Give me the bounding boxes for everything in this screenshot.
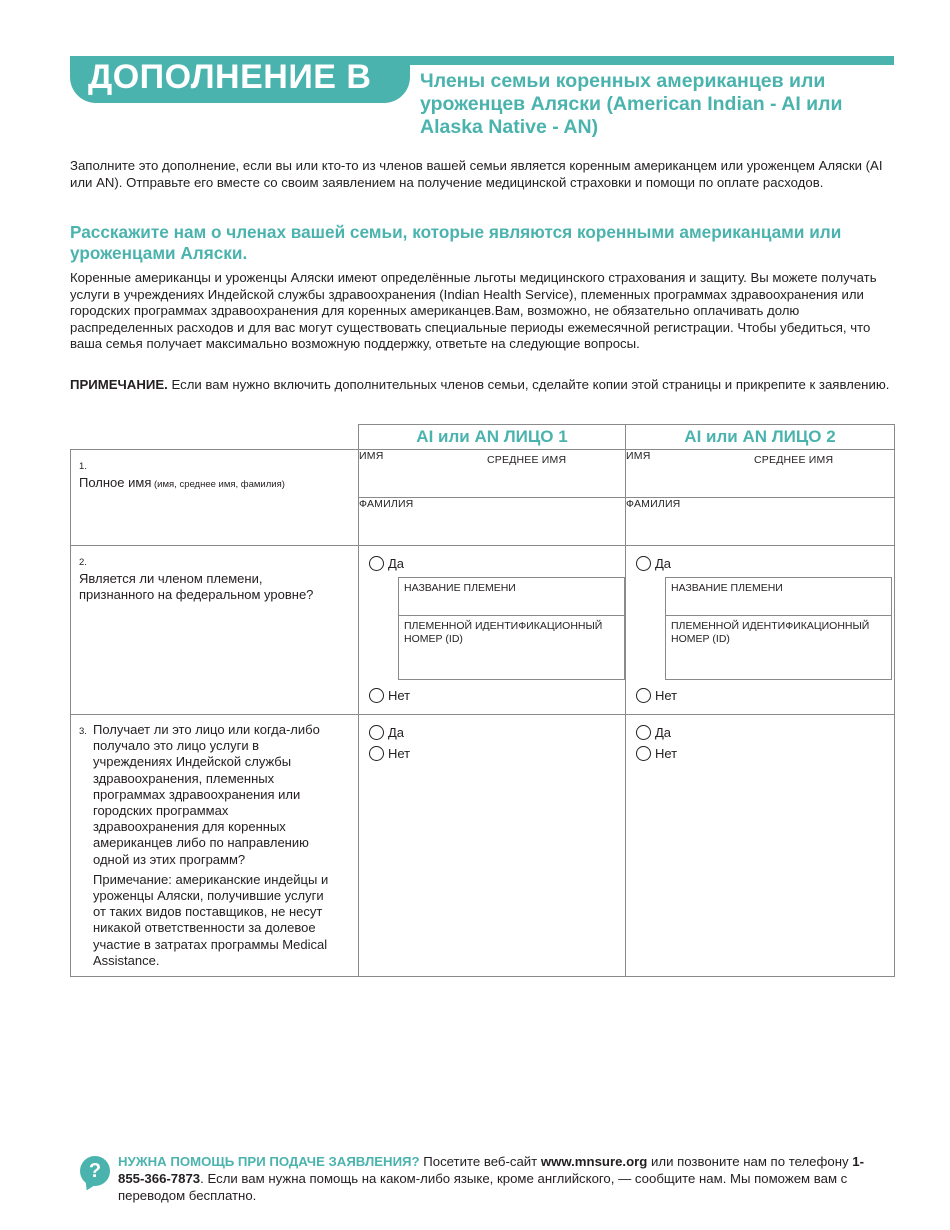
p1-ihs-services-answer (359, 715, 626, 977)
ai-an-form-table (70, 424, 895, 977)
no-label: Нет (655, 745, 678, 761)
body-text: Коренные американцы и уроженцы Аляски имеют определённые льготы медицинского страхования и защиту. Вы можете получать услуги в учреждениях Индейской службы здравоохранения (Indian Health Service), племенных программах здравоохранения или городских программах здравоохранения для коренных американцев.Вам, возможно, не обязательно оплачивать долю распределенных расходов и для вас могут существовать специальные периоды ежемесячной регистрации. Чтобы убедиться, что ваша семья получает максимально возможную поддержку, ответьте на следующие вопросы. (70, 270, 877, 351)
p1-tribe-details (398, 577, 625, 680)
p1-tribe-no-option[interactable] (369, 685, 625, 705)
p1-tribe-member-answer (359, 546, 626, 715)
radio-circle-icon[interactable] (369, 746, 384, 761)
help-text-2: или позвоните нам по телефону (647, 1154, 853, 1169)
p1-first-middle-name-field[interactable] (359, 450, 626, 498)
p2-tribe-member-answer (626, 546, 895, 715)
no-label: Нет (655, 687, 678, 703)
question-note: Примечание: американские индейцы и уроженцы Аляски, получившие услуги от таких видов поставщиков, не несут никакой ответственности за долевое участие в затратах программы Medical Assistance. (93, 871, 329, 968)
no-label: Нет (388, 687, 411, 703)
p1-tribe-yes-option[interactable] (369, 553, 625, 573)
yes-label: Да (388, 555, 405, 571)
p2-tribe-no-option[interactable] (636, 685, 894, 705)
radio-circle-icon[interactable] (636, 556, 651, 571)
page-title: ДОПОЛНЕНИЕ B (88, 58, 372, 96)
website-link[interactable]: www.mnsure.org (540, 1154, 648, 1169)
radio-circle-icon[interactable] (369, 556, 384, 571)
p1-ihs-yes-option[interactable] (369, 722, 625, 742)
help-heading: НУЖНА ПОМОЩЬ ПРИ ПОДАЧЕ ЗАЯВЛЕНИЯ? (118, 1154, 420, 1169)
yes-label: Да (655, 555, 672, 571)
p2-last-name-field[interactable] (626, 498, 895, 546)
yes-label: Да (655, 724, 672, 740)
p2-ihs-services-answer (626, 715, 895, 977)
radio-circle-icon[interactable] (636, 746, 651, 761)
question-1 (71, 450, 359, 546)
column-header-person-2: AI или AN ЛИЦО 2 (626, 425, 895, 450)
intro-text: Заполните это дополнение, если вы или кто-то из членов вашей семьи является коренным американцем или уроженцем Аляски (AI или AN). Отправьте его вместе со своим заявлением на получение медицинской страховки и помощи по оплате расходов. (70, 158, 883, 190)
help-text-1: Посетите веб-сайт (419, 1154, 541, 1169)
question-text: Является ли членом племени, признанного на федеральном уровне? (79, 571, 314, 603)
p2-tribe-details (665, 577, 892, 680)
middle-name-label: СРЕДНЕЕ ИМЯ (487, 454, 567, 466)
question-icon: ? (80, 1156, 110, 1186)
p2-ihs-no-option[interactable] (636, 743, 894, 763)
radio-circle-icon[interactable] (369, 725, 384, 740)
no-label: Нет (388, 745, 411, 761)
question-3 (71, 715, 359, 977)
yes-label: Да (388, 724, 405, 740)
question-hint: (имя, среднее имя, фамилия) (151, 479, 285, 491)
radio-circle-icon[interactable] (636, 688, 651, 703)
note-body: Если вам нужно включить дополнительных членов семьи, сделайте копии этой страницы и прикрепите к заявлению. (167, 377, 890, 392)
help-text-3: . Если вам нужна помощь на каком-либо языке, кроме английского, — сообщите нам. Мы поможем вам с переводом бесплатно. (118, 1171, 848, 1203)
p1-last-name-field[interactable] (359, 498, 626, 546)
column-header-person-1: AI или AN ЛИЦО 1 (359, 425, 626, 450)
p1-tribe-id-field[interactable]: ПЛЕМЕННОЙ ИДЕНТИФИКАЦИОННЫЙ НОМЕР (ID) (404, 620, 603, 645)
first-name-label: ИМЯ (359, 450, 384, 462)
phone-number[interactable]: 1-855-366-7873 (118, 1154, 864, 1186)
question-text: Получает ли это лицо или когда-либо получало это лицо услуги в учреждениях Индейской службы здравоохранения, племенных программах здравоохранения или городских программах здравоохранения для коренных американцев либо по направлению одной из этих программ? (93, 722, 320, 867)
p2-ihs-yes-option[interactable] (636, 722, 894, 742)
p2-tribe-id-field[interactable]: ПЛЕМЕННОЙ ИДЕНТИФИКАЦИОННЫЙ НОМЕР (ID) (671, 620, 870, 645)
middle-name-label: СРЕДНЕЕ ИМЯ (754, 454, 834, 466)
p2-tribe-yes-option[interactable] (636, 553, 894, 573)
p2-tribe-name-field[interactable]: НАЗВАНИЕ ПЛЕМЕНИ (666, 578, 891, 616)
p1-ihs-no-option[interactable] (369, 743, 625, 763)
radio-circle-icon[interactable] (636, 725, 651, 740)
section-heading: Расскажите нам о членах вашей семьи, которые являются коренными американцами или уроженцами Аляски. (70, 222, 842, 263)
question-text: Полное имя (79, 475, 152, 491)
table-corner (71, 425, 359, 450)
note-text (70, 377, 890, 394)
p1-tribe-name-field[interactable]: НАЗВАНИЕ ПЛЕМЕНИ (399, 578, 624, 616)
first-name-label: ИМЯ (626, 450, 651, 462)
last-name-label: ФАМИЛИЯ (626, 498, 681, 510)
help-footer (118, 1153, 878, 1204)
p2-first-middle-name-field[interactable] (626, 450, 895, 498)
header-rule (410, 56, 894, 65)
question-number: 3. (79, 726, 87, 737)
question-number: 2. (79, 557, 87, 568)
page-subtitle: Члены семьи коренных американцев или уроженцев Аляски (American Indian - AI или Alaska Native - AN) (420, 70, 843, 138)
question-number: 1. (79, 461, 87, 472)
question-2 (71, 546, 359, 715)
last-name-label: ФАМИЛИЯ (359, 498, 414, 510)
radio-circle-icon[interactable] (369, 688, 384, 703)
note-label: ПРИМЕЧАНИЕ. (70, 377, 168, 392)
